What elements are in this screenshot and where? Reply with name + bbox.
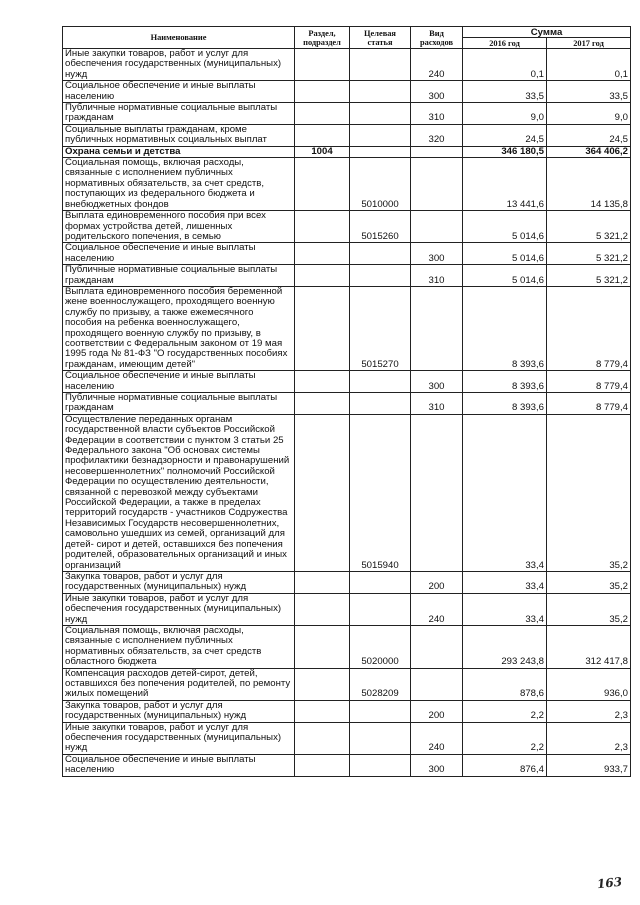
table-row xyxy=(63,668,631,700)
cell-2016: 878,6 xyxy=(463,668,547,700)
table-row xyxy=(63,625,631,668)
cell-2016: 8 393,6 xyxy=(463,286,547,370)
cell-kind: 300 xyxy=(411,243,463,265)
header-2016: 2016 год xyxy=(463,38,547,49)
cell-kind xyxy=(411,414,463,571)
cell-kind: 240 xyxy=(411,49,463,81)
header-target: Целевая статья xyxy=(350,27,411,49)
cell-name: Иные закупки товаров, работ и услуг для обеспечения государственных (муниципальных) нужд xyxy=(63,49,295,81)
cell-section xyxy=(295,103,350,125)
cell-target: 5015270 xyxy=(350,286,411,370)
cell-2017: 8 779,4 xyxy=(547,286,631,370)
table-row xyxy=(63,393,631,415)
header-kind: Вид расходов xyxy=(411,27,463,49)
table-row xyxy=(63,286,631,370)
cell-target xyxy=(350,700,411,722)
cell-2017: 14 135,8 xyxy=(547,158,631,211)
cell-section xyxy=(295,211,350,243)
cell-kind: 300 xyxy=(411,81,463,103)
cell-2017: 8 779,4 xyxy=(547,393,631,415)
cell-target: 5020000 xyxy=(350,625,411,668)
cell-2016: 9,0 xyxy=(463,103,547,125)
cell-target xyxy=(350,754,411,776)
table-row xyxy=(63,103,631,125)
cell-kind: 310 xyxy=(411,265,463,287)
cell-2017: 5 321,2 xyxy=(547,211,631,243)
cell-name: Социальная помощь, включая расходы, связанные с исполнением публичных нормативных обязательств, за счет средств, поступающих из федерального бюджета и внебюджетных фондов xyxy=(63,158,295,211)
cell-target: 5015260 xyxy=(350,211,411,243)
cell-target xyxy=(350,103,411,125)
cell-2016: 5 014,6 xyxy=(463,265,547,287)
table-header xyxy=(63,27,631,49)
cell-section xyxy=(295,124,350,146)
cell-section: 1004 xyxy=(295,146,350,157)
cell-2016: 33,4 xyxy=(463,593,547,625)
cell-name: Компенсация расходов детей-сирот, детей, оставшихся без попечения родителей, по ремонту жилых помещений xyxy=(63,668,295,700)
cell-kind: 240 xyxy=(411,722,463,754)
table-row xyxy=(63,158,631,211)
cell-2017: 364 406,2 xyxy=(547,146,631,157)
cell-name: Социальное обеспечение и иные выплаты населению xyxy=(63,243,295,265)
cell-target xyxy=(350,265,411,287)
cell-kind: 300 xyxy=(411,754,463,776)
cell-2017: 35,2 xyxy=(547,593,631,625)
cell-kind: 200 xyxy=(411,571,463,593)
cell-2016: 8 393,6 xyxy=(463,371,547,393)
cell-name: Публичные нормативные социальные выплаты гражданам xyxy=(63,265,295,287)
cell-2017: 0,1 xyxy=(547,49,631,81)
cell-kind: 300 xyxy=(411,371,463,393)
table-row xyxy=(63,243,631,265)
cell-target: 5015940 xyxy=(350,414,411,571)
table-row xyxy=(63,81,631,103)
cell-2016: 5 014,6 xyxy=(463,243,547,265)
cell-target xyxy=(350,243,411,265)
cell-2016: 2,2 xyxy=(463,722,547,754)
table-row xyxy=(63,414,631,571)
cell-2016: 33,4 xyxy=(463,571,547,593)
cell-target: 5028209 xyxy=(350,668,411,700)
header-name: Наименование xyxy=(63,27,295,49)
cell-section xyxy=(295,668,350,700)
cell-name: Осуществление переданных органам государственной власти субъектов Российской Федерации в соответствии с пунктом 3 статьи 25 Федерального закона "Об основах системы профилактики безнадзорности и правонарушений несовершеннолетних" полномочий Российской Федерации по осуществлению деятельности, связанной с перевозкой между субъектами Российской Федерации, а также в пределах территорий государств - участников Содружества Независимых Государств несовершеннолетних, самовольно ушедших из семей, организаций для детей- сирот и детей, оставшихся без попечения родителей, образовательных организаций и иных организаций xyxy=(63,414,295,571)
cell-target xyxy=(350,146,411,157)
header-sum: Сумма xyxy=(463,27,631,38)
table-row xyxy=(63,571,631,593)
cell-name: Выплата единовременного пособия беременной жене военнослужащего, проходящего военную службу по призыву, а также ежемесячного пособия на ребенка военнослужащего, проходящего военную службу по призыву, в соответствии с Федеральным законом от 19 мая 1995 года № 81-ФЗ "О государственных пособиях гражданам, имеющим детей" xyxy=(63,286,295,370)
cell-2016: 33,5 xyxy=(463,81,547,103)
cell-name: Выплата единовременного пособия при всех формах устройства детей, лишенных родительского попечения, в семью xyxy=(63,211,295,243)
cell-target xyxy=(350,124,411,146)
cell-2016: 33,4 xyxy=(463,414,547,571)
table-row xyxy=(63,754,631,776)
cell-section xyxy=(295,265,350,287)
cell-target xyxy=(350,722,411,754)
cell-kind: 200 xyxy=(411,700,463,722)
cell-name: Иные закупки товаров, работ и услуг для обеспечения государственных (муниципальных) нужд xyxy=(63,722,295,754)
cell-2017: 312 417,8 xyxy=(547,625,631,668)
cell-2016: 0,1 xyxy=(463,49,547,81)
cell-target xyxy=(350,49,411,81)
cell-section xyxy=(295,625,350,668)
cell-2016: 24,5 xyxy=(463,124,547,146)
cell-2016: 2,2 xyxy=(463,700,547,722)
cell-kind xyxy=(411,158,463,211)
cell-2016: 5 014,6 xyxy=(463,211,547,243)
cell-2016: 346 180,5 xyxy=(463,146,547,157)
page-number: 163 xyxy=(596,874,623,892)
cell-2017: 933,7 xyxy=(547,754,631,776)
table-row xyxy=(63,265,631,287)
cell-kind: 240 xyxy=(411,593,463,625)
cell-name: Социальное обеспечение и иные выплаты населению xyxy=(63,371,295,393)
cell-name: Закупка товаров, работ и услуг для государственных (муниципальных) нужд xyxy=(63,571,295,593)
cell-2017: 9,0 xyxy=(547,103,631,125)
cell-2017: 936,0 xyxy=(547,668,631,700)
cell-kind xyxy=(411,286,463,370)
cell-target xyxy=(350,393,411,415)
cell-name: Охрана семьи и детства xyxy=(63,146,295,157)
cell-kind xyxy=(411,625,463,668)
cell-section xyxy=(295,593,350,625)
table-row xyxy=(63,700,631,722)
cell-2017: 35,2 xyxy=(547,414,631,571)
cell-name: Публичные нормативные социальные выплаты гражданам xyxy=(63,393,295,415)
cell-name: Закупка товаров, работ и услуг для государственных (муниципальных) нужд xyxy=(63,700,295,722)
cell-section xyxy=(295,754,350,776)
cell-kind: 310 xyxy=(411,103,463,125)
cell-2016: 876,4 xyxy=(463,754,547,776)
table-row xyxy=(63,124,631,146)
cell-section xyxy=(295,414,350,571)
cell-section xyxy=(295,571,350,593)
cell-section xyxy=(295,371,350,393)
cell-name: Социальная помощь, включая расходы, связанные с исполнением публичных нормативных обязательств, за счет средств областного бюджета xyxy=(63,625,295,668)
cell-name: Публичные нормативные социальные выплаты гражданам xyxy=(63,103,295,125)
table-row xyxy=(63,722,631,754)
cell-section xyxy=(295,243,350,265)
cell-section xyxy=(295,49,350,81)
cell-2017: 24,5 xyxy=(547,124,631,146)
cell-target xyxy=(350,81,411,103)
cell-target xyxy=(350,593,411,625)
table-row xyxy=(63,211,631,243)
cell-section xyxy=(295,393,350,415)
cell-2017: 33,5 xyxy=(547,81,631,103)
cell-target xyxy=(350,571,411,593)
cell-name: Социальные выплаты гражданам, кроме публичных нормативных социальных выплат xyxy=(63,124,295,146)
cell-2017: 35,2 xyxy=(547,571,631,593)
cell-2017: 8 779,4 xyxy=(547,371,631,393)
table-row xyxy=(63,146,631,157)
header-2017: 2017 год xyxy=(547,38,631,49)
cell-2017: 5 321,2 xyxy=(547,265,631,287)
header-section: Раздел, подраздел xyxy=(295,27,350,49)
cell-kind xyxy=(411,211,463,243)
cell-section xyxy=(295,158,350,211)
budget-table xyxy=(62,26,631,777)
table-row xyxy=(63,593,631,625)
cell-name: Иные закупки товаров, работ и услуг для обеспечения государственных (муниципальных) нужд xyxy=(63,593,295,625)
cell-section xyxy=(295,286,350,370)
cell-kind: 310 xyxy=(411,393,463,415)
cell-kind xyxy=(411,146,463,157)
cell-section xyxy=(295,700,350,722)
cell-2016: 13 441,6 xyxy=(463,158,547,211)
table-row xyxy=(63,371,631,393)
cell-kind xyxy=(411,668,463,700)
cell-kind: 320 xyxy=(411,124,463,146)
cell-2016: 293 243,8 xyxy=(463,625,547,668)
table-body xyxy=(63,49,631,777)
cell-2017: 2,3 xyxy=(547,722,631,754)
cell-section xyxy=(295,722,350,754)
cell-2016: 8 393,6 xyxy=(463,393,547,415)
cell-target xyxy=(350,371,411,393)
cell-2017: 2,3 xyxy=(547,700,631,722)
cell-target: 5010000 xyxy=(350,158,411,211)
table-row xyxy=(63,49,631,81)
cell-section xyxy=(295,81,350,103)
cell-name: Социальное обеспечение и иные выплаты населению xyxy=(63,81,295,103)
cell-2017: 5 321,2 xyxy=(547,243,631,265)
cell-name: Социальное обеспечение и иные выплаты населению xyxy=(63,754,295,776)
budget-page xyxy=(62,26,630,777)
